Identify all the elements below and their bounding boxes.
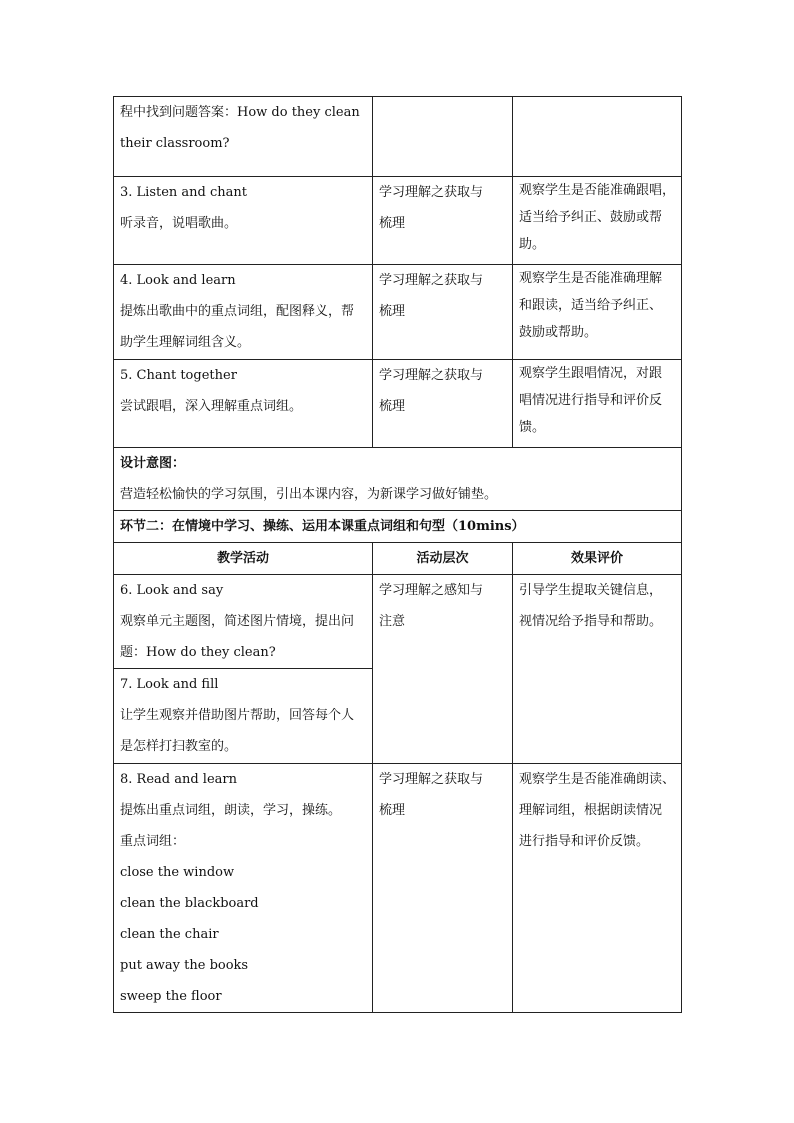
activity-line: 程中找到问题答案：How do they clean [120, 105, 360, 120]
eval-line: 引导学生提取关键信息， [519, 583, 663, 598]
activity-cell [114, 265, 373, 360]
level-line: 学习理解之获取与 [379, 185, 484, 200]
table-row [114, 764, 682, 1013]
level-line: 梳理 [379, 216, 406, 231]
level-cell [373, 360, 513, 448]
activity-cell [114, 177, 373, 265]
key-phrase: clean the chair [120, 927, 219, 942]
level-line: 学习理解之感知与 [379, 583, 484, 598]
eval-line: 鼓励或帮助。 [519, 325, 598, 340]
eval-line: 唱情况进行指导和评价反 [519, 393, 663, 408]
header-activity: 教学活动 [114, 543, 373, 575]
key-phrase: sweep the floor [120, 989, 222, 1004]
eval-line: 适当给予纠正、鼓励或帮 [519, 210, 663, 225]
table-row [114, 97, 682, 177]
eval-line: 进行指导和评价反馈。 [519, 834, 650, 849]
design-intent-cell [114, 448, 682, 511]
activity-line: 提炼出重点词组，朗读，学习，操练。 [120, 803, 342, 818]
design-intent-row [114, 448, 682, 511]
activity-line: 8. Read and learn [120, 772, 237, 787]
activity-line: 题：How do they clean? [120, 645, 276, 660]
eval-line: 助。 [519, 237, 546, 252]
eval-line: 观察学生是否能准确跟唱， [519, 183, 676, 198]
level-line: 梳理 [379, 304, 406, 319]
eval-line: 馈。 [519, 420, 546, 435]
section-title-row [114, 511, 682, 543]
eval-cell [513, 97, 682, 177]
activity-line: 听录音，说唱歌曲。 [120, 216, 238, 231]
lesson-plan-table [113, 96, 682, 1013]
eval-line: 视情况给予指导和帮助。 [519, 614, 663, 629]
eval-line: 观察学生是否能准确理解 [519, 271, 663, 286]
table-row [114, 265, 682, 360]
activity-line: 是怎样打扫教室的。 [120, 739, 238, 754]
table-row [114, 575, 682, 669]
level-line: 学习理解之获取与 [379, 368, 484, 383]
activity-line: 观察单元主题图，简述图片情境，提出问 [120, 614, 355, 629]
activity-line: 3. Listen and chant [120, 185, 247, 200]
activity-line: their classroom? [120, 136, 230, 151]
level-line: 学习理解之获取与 [379, 273, 484, 288]
eval-line: 和跟读，适当给予纠正、 [519, 298, 663, 313]
eval-line: 观察学生是否能准确朗读、 [519, 772, 676, 787]
table-row [114, 177, 682, 265]
level-cell [373, 177, 513, 265]
activity-line: 尝试跟唱，深入理解重点词组。 [120, 399, 303, 414]
activity-line: 6. Look and say [120, 583, 224, 598]
eval-cell [513, 360, 682, 448]
level-cell [373, 575, 513, 764]
activity-cell [114, 360, 373, 448]
column-header-row [114, 543, 682, 575]
activity-cell [114, 575, 373, 669]
activity-cell [114, 97, 373, 177]
level-cell [373, 97, 513, 177]
level-line: 梳理 [379, 399, 406, 414]
table-row [114, 360, 682, 448]
activity-line: 助学生理解词组含义。 [120, 335, 251, 350]
header-level: 活动层次 [373, 543, 513, 575]
level-line: 注意 [379, 614, 406, 629]
key-phrase: close the window [120, 865, 235, 880]
level-line: 学习理解之获取与 [379, 772, 484, 787]
activity-line: 重点词组： [120, 834, 186, 849]
activity-line: 7. Look and fill [120, 677, 219, 692]
activity-line: 提炼出歌曲中的重点词组，配图释义，帮 [120, 304, 355, 319]
eval-line: 观察学生跟唱情况，对跟 [519, 366, 663, 381]
design-intent-label: 设计意图： [120, 456, 186, 471]
design-intent-text: 营造轻松愉快的学习氛围，引出本课内容，为新课学习做好铺垫。 [120, 487, 498, 502]
activity-line: 5. Chant together [120, 368, 237, 383]
key-phrase: put away the books [120, 958, 249, 973]
level-cell [373, 764, 513, 1013]
level-line: 梳理 [379, 803, 406, 818]
level-cell [373, 265, 513, 360]
eval-cell [513, 764, 682, 1013]
eval-cell [513, 177, 682, 265]
header-eval: 效果评价 [513, 543, 682, 575]
activity-line: 4. Look and learn [120, 273, 236, 288]
eval-cell [513, 575, 682, 764]
eval-cell [513, 265, 682, 360]
activity-cell [114, 764, 373, 1013]
key-phrase: clean the blackboard [120, 896, 259, 911]
activity-line: 让学生观察并借助图片帮助，回答每个人 [120, 708, 355, 723]
eval-line: 理解词组，根据朗读情况 [519, 803, 663, 818]
activity-cell [114, 669, 373, 764]
section-title: 环节二：在情境中学习、操练、运用本课重点词组和句型（10mins） [114, 511, 682, 543]
